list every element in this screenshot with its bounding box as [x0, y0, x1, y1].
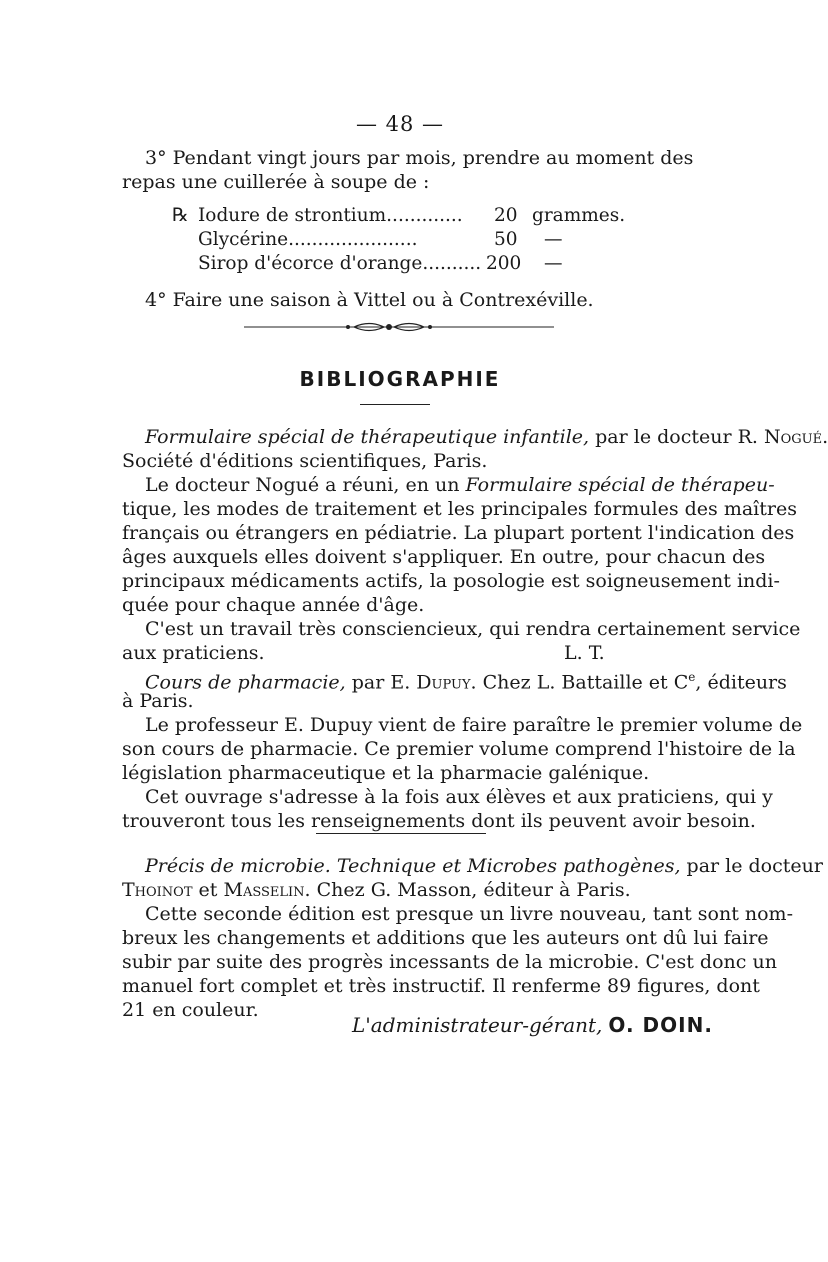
- author-name: Dupuy.: [416, 671, 477, 694]
- entry-1-line: Société d'éditions scientifiques, Paris.: [122, 450, 488, 472]
- book-title: Cours de pharmacie,: [145, 671, 346, 694]
- entry-1-line: français ou étrangers en pédiatrie. La plupart portent l'indication des: [122, 522, 795, 544]
- section-divider: [316, 833, 486, 834]
- heading-underline: [360, 404, 430, 405]
- page-number: — 48 —: [355, 112, 445, 136]
- entry-3-line: Cette seconde édition est presque un livre nouveau, tant sont nom-: [145, 903, 793, 925]
- ingredient-name: Sirop d'écorce d'orange..........: [198, 253, 482, 274]
- entry-1-line: C'est un travail très consciencieux, qui rendra certainement service: [145, 618, 801, 640]
- entry-3-line: subir par suite des progrès incessants de la microbie. C'est donc un: [122, 951, 777, 973]
- prescription-item: [172, 229, 632, 253]
- entry-2-line: Le professeur E. Dupuy vient de faire paraître le premier volume de: [145, 714, 803, 736]
- entry-3-authors: Thoinot et Masselin. Chez G. Masson, éditeur à Paris.: [122, 879, 631, 901]
- ingredient-name: Iodure de strontium.............: [198, 205, 463, 226]
- review-initials: L. T.: [564, 642, 605, 664]
- book-title: Précis de microbie. Technique et Microbes pathogènes,: [145, 855, 681, 877]
- ingredient-quantity: 20: [494, 205, 518, 226]
- ornament-divider: [244, 320, 554, 334]
- entry-1-line: quée pour chaque année d'âge.: [122, 594, 425, 616]
- item-4: 4° Faire une saison à Vittel ou à Contrexéville.: [145, 289, 594, 311]
- ingredient-unit: —: [544, 253, 563, 274]
- entry-2-line: trouveront tous les renseignements dont ils peuvent avoir besoin.: [122, 810, 756, 832]
- entry-2-line: son cours de pharmacie. Ce premier volume comprend l'histoire de la: [122, 738, 796, 760]
- entry-1-line: aux praticiens.: [122, 642, 265, 664]
- author-name: Nogué.: [763, 426, 828, 448]
- entry-1-header: [145, 425, 828, 449]
- book-title: Formulaire spécial de thérapeutique infantile,: [145, 426, 590, 448]
- ingredient-unit: —: [544, 229, 563, 250]
- signature-name: O. DOIN.: [608, 1013, 713, 1037]
- entry-1-line: principaux médicaments actifs, la posologie est soigneusement indi-: [122, 570, 780, 592]
- ingredient-unit: grammes.: [532, 205, 626, 226]
- entry-2-line: Cet ouvrage s'adresse à la fois aux élèves et aux praticiens, qui y: [145, 786, 773, 808]
- entry-by: par le docteur R.: [589, 426, 758, 448]
- book-title-inline: Formulaire spécial de thérapeu-: [465, 474, 775, 496]
- entry-3-line: breux les changements et additions que les auteurs ont dû lui faire: [122, 927, 769, 949]
- ingredient-name: Glycérine......................: [198, 229, 418, 250]
- entry-1-line: tique, les modes de traitement et les principales formules des maîtres: [122, 498, 797, 520]
- entry-2-line: à Paris.: [122, 690, 194, 712]
- author-name: Thoinot: [122, 879, 193, 901]
- ingredient-quantity: 200: [486, 253, 522, 274]
- prescription-item: [172, 205, 632, 229]
- intro-line-1: 3° Pendant vingt jours par mois, prendre au moment des: [145, 147, 694, 169]
- section-heading: BIBLIOGRAPHIE: [299, 367, 501, 391]
- ingredient-quantity: 50: [494, 229, 518, 250]
- entry-1-line: Le docteur Nogué a réuni, en un Formulaire spécial de thérapeu-: [145, 474, 775, 496]
- entry-1-line: âges auxquels elles doivent s'appliquer. En outre, pour chacun des: [122, 546, 766, 568]
- entry-2-line: législation pharmaceutique et la pharmacie galénique.: [122, 762, 650, 784]
- signature-role: L'administrateur-gérant,: [352, 1013, 603, 1037]
- entry-2-header: Cours de pharmacie, par E. Dupuy. Chez L. Battaille et Ce, éditeurs: [145, 670, 787, 694]
- entry-3-header: Précis de microbie. Technique et Microbes pathogènes, par le docteur: [145, 855, 823, 877]
- intro-line-2: repas une cuillerée à soupe de :: [122, 171, 430, 193]
- author-name: Masselin.: [223, 879, 311, 901]
- recipe-symbol: ℞: [172, 205, 189, 226]
- prescription-item: [172, 253, 632, 277]
- signature: [352, 1013, 713, 1037]
- entry-3-line: manuel fort complet et très instructif. Il renferme 89 figures, dont: [122, 975, 760, 997]
- entry-3-line: 21 en couleur.: [122, 999, 259, 1021]
